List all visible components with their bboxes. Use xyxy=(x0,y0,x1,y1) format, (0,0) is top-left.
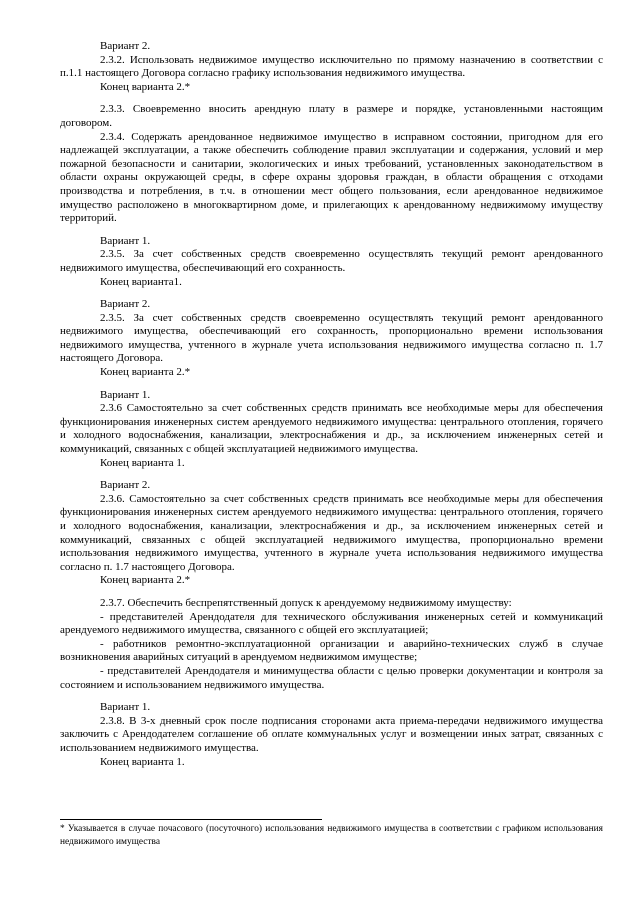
paragraph: - представителей Арендодателя и минимущества области с целью проверки документации и контроля за состоянием и использованием недвижимого имущества. xyxy=(60,664,603,691)
footnote-separator xyxy=(60,819,322,820)
paragraph: Конец варианта 2.* xyxy=(100,574,191,587)
paragraph: Конец варианта1. xyxy=(100,275,182,288)
paragraph: 2.3.3. Своевременно вносить арендную плату в размере и порядке, установленными настоящим договором. xyxy=(60,103,603,129)
paragraph-gap xyxy=(60,226,603,235)
footnote: * Указывается в случае почасового (посуточного) использования недвижимого имущества в соответствии с графиком использования недвижимого имущества xyxy=(60,824,603,847)
paragraph: Вариант 2. xyxy=(100,40,151,52)
paragraph: Вариант 2. xyxy=(100,298,151,311)
paragraph: Конец варианта 1. xyxy=(100,456,185,469)
paragraph-gap xyxy=(60,470,603,479)
paragraph-gap xyxy=(60,588,603,597)
paragraph: Вариант 1. xyxy=(100,388,151,401)
paragraph: 2.3.5. За счет собственных средств своевременно осуществлять текущий ремонт арендованного недвижимого имущества, обеспечивающий его сохранность. xyxy=(60,248,603,274)
paragraph: 2.3.8. В 3-х дневный срок после подписания сторонами акта приема-передачи недвижимого имущества заключить с Арендодателем соглашение об оплате коммунальных услуг и возмещении иных затрат, связанных с использованием недвижимого имущества. xyxy=(60,714,603,754)
paragraph: Вариант 1. xyxy=(100,701,151,714)
paragraph: 2.3.5. За счет собственных средств своевременно осуществлять текущий ремонт арендованного недвижимого имущества, обеспечивающий его сохранность, пропорционально времени использования недвижимого имущества, учтенного в журнале учета использования недвижимого имущества согласно п. 1.7 настоящего Договора. xyxy=(60,311,603,365)
paragraph: 2.3.6 Самостоятельно за счет собственных средств принимать все необходимые меры для обеспечения функционирования инженерных систем арендуемого недвижимого имущества: центрального отопления, горячего и холодного водоснабжения, канализации, электроснабжения и др., за исключением инженерных сетей и коммуникаций, связанных с общей эксплуатацией недвижимого имущества. xyxy=(60,402,603,456)
paragraph-gap xyxy=(60,94,603,103)
paragraph: 2.3.4. Содержать арендованное недвижимое имущество в исправном состоянии, пригодном для его надлежащей эксплуатации, а также обеспечить соблюдение правил эксплуатации и содержания, условий и мер пожарной безопасности и санитарии, экологических и иных требований, установленных законодательством в области охраны окружающей среды, в сфере охраны здоровья граждан, в области обращения с отходами производства и потребления, в т.ч. в отношении мест общего пользования, если арендованное недвижимое имущество расположено в многоквартирном доме, и прилегающих к арендованному недвижимому имуществу территорий. xyxy=(60,130,603,225)
paragraph: Конец варианта 2.* xyxy=(100,80,191,93)
document-body xyxy=(60,40,603,769)
paragraph: Конец варианта 2.* xyxy=(100,366,191,379)
paragraph: Вариант 2. xyxy=(100,479,151,492)
paragraph-gap xyxy=(60,380,603,389)
paragraph: 2.3.6. Самостоятельно за счет собственных средств принимать все необходимые меры для обеспечения функционирования инженерных систем арендуемого недвижимого имущества: центрального отопления, горячего и холодного водоснабжения, канализации, электроснабжения и др., за исключением инженерных сетей и коммуникаций, связанных с общей эксплуатацией недвижимого имущества, пропорционально времени использования недвижимого имущества, учтенного в журнале учета использования недвижимого имущества согласно п. 1.7 настоящего Договора. xyxy=(60,492,603,573)
paragraph: - работников ремонтно-эксплуатационной организации и аварийно-технических служб в случае возникновения аварийных ситуаций в арендуемом недвижимом имуществе; xyxy=(60,637,603,664)
paragraph: 2.3.2. Использовать недвижимое имущество исключительно по прямому назначению в соответствии с п.1.1 настоящего Договора согласно графику использования недвижимого имущества. xyxy=(60,53,603,80)
paragraph-gap xyxy=(60,289,603,298)
paragraph: Вариант 1. xyxy=(100,234,151,247)
paragraph-gap xyxy=(60,692,603,701)
paragraph: - представителей Арендодателя для технического обслуживания инженерных сетей и коммуникаций арендуемого недвижимого имущества, связанного с общей его эксплуатацией; xyxy=(60,610,603,637)
paragraph: 2.3.7. Обеспечить беспрепятственный допуск к арендуемому недвижимому имуществу: xyxy=(100,596,512,609)
paragraph: Конец варианта 1. xyxy=(100,755,185,768)
